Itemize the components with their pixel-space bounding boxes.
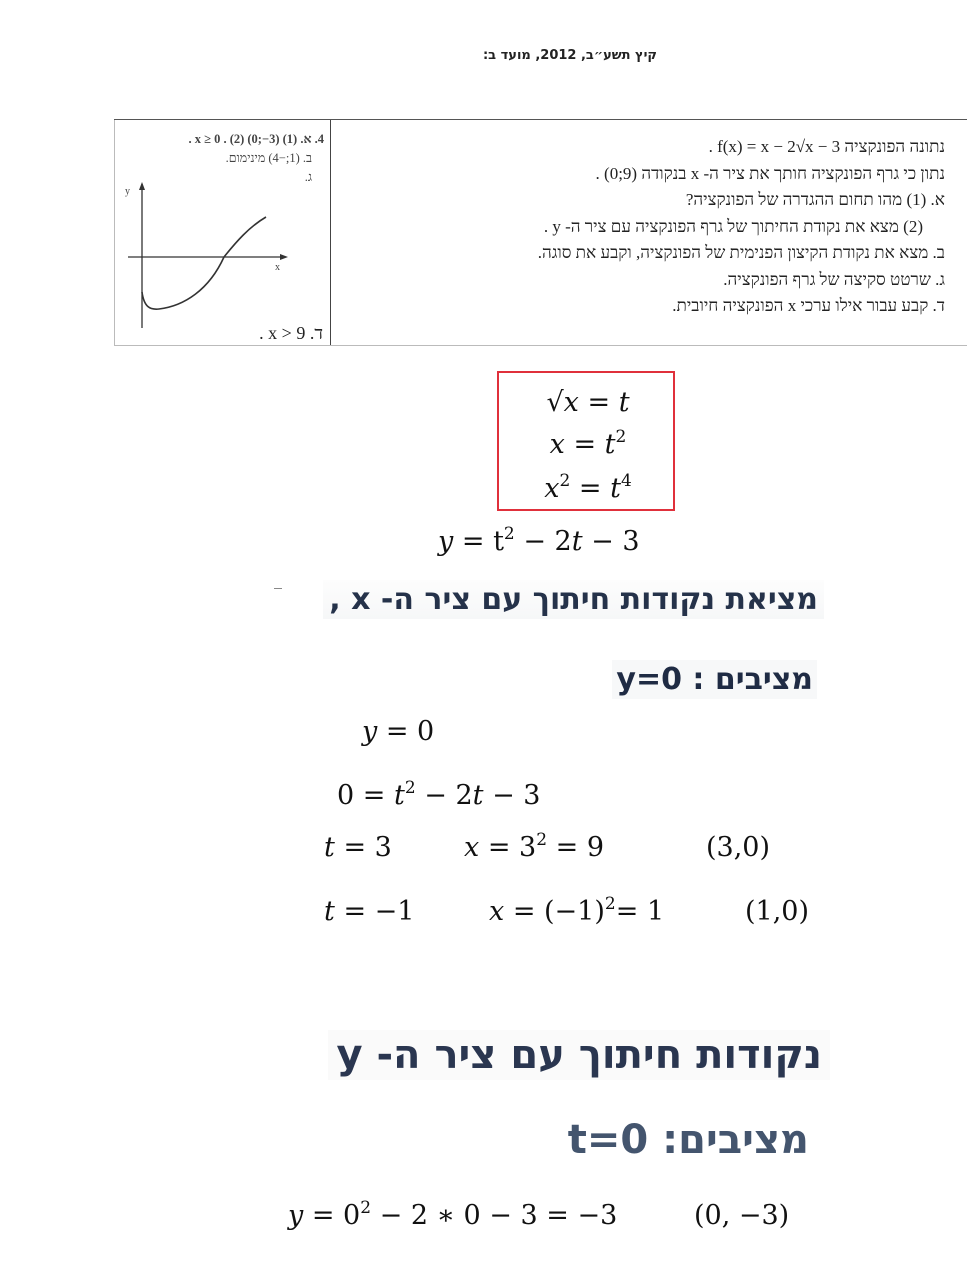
- term: = 1: [615, 896, 665, 927]
- point-0-minus-3: (0, −3): [694, 1200, 790, 1231]
- x-var: x: [544, 473, 560, 504]
- term: = −1: [334, 896, 415, 927]
- root-t-3: [324, 832, 392, 863]
- t-var: t: [472, 780, 484, 811]
- quadratic-in-t: $y = t^2 - 2t - 3$: [438, 524, 640, 557]
- term: = 0: [303, 1200, 361, 1231]
- equation-y-intercept: [288, 1200, 617, 1231]
- question-line-c: ג. שרטט סקיצה של גרף הפונקציה.: [723, 269, 945, 289]
- table-column-divider: [330, 120, 331, 345]
- answer-d: ד. x > 9 .: [259, 323, 323, 343]
- substitution-box: [497, 371, 675, 511]
- exponent: 4: [620, 471, 632, 491]
- term: − 2: [514, 526, 572, 557]
- heading-x-intercepts: מציאת נקודות חיתוך עם ציר ה- x ,: [323, 580, 824, 619]
- term: = 9: [547, 832, 604, 863]
- y-axis-arrow-icon: [139, 182, 145, 190]
- x-axis-label: x: [275, 262, 280, 273]
- x-var: x: [489, 896, 505, 927]
- term: = (−1): [504, 896, 605, 927]
- question-line-a1: א. (1) מהו תחום ההגדרה של הפונקציה?: [685, 190, 945, 209]
- t-var: t: [610, 473, 621, 504]
- exponent: 2: [604, 894, 616, 914]
- exponent: 2: [615, 427, 627, 447]
- answer-c: ג.: [304, 170, 312, 184]
- heading-y-intercept: נקודות חיתוך עם ציר ה- y: [328, 1030, 830, 1080]
- question-line-a2: (2) מצא את נקודת החיתוך של גרף הפונקציה עם ציר ה- y .: [543, 216, 923, 236]
- table-left-border: [114, 120, 115, 345]
- point-1-0: (1,0): [745, 896, 810, 927]
- substitution-line-2: $x = t^2$: [549, 427, 627, 460]
- term: 0 =: [337, 780, 394, 811]
- t-var: t: [571, 526, 583, 557]
- root-t-minus-1: [324, 896, 414, 927]
- root-x-9: [464, 832, 604, 863]
- root-x-1: [489, 896, 664, 927]
- y-var: y: [288, 1200, 304, 1231]
- term: − 2 ∗ 0 − 3 = −3: [371, 1200, 618, 1231]
- t-var: t: [393, 780, 405, 811]
- term: = 3: [479, 832, 537, 863]
- question-text: [345, 134, 945, 320]
- t-var: t: [618, 387, 630, 418]
- t-var: t: [324, 896, 335, 927]
- x-axis-arrow-icon: [280, 254, 288, 260]
- answer-b: ב. (1;−4) מינימום.: [225, 151, 312, 165]
- substitution-line-3: $x^2 = t^4$: [544, 471, 632, 504]
- term: = 3: [334, 832, 392, 863]
- substitution-line-1: √x = t: [546, 387, 630, 418]
- equation-y-equals-zero: [362, 716, 434, 747]
- term: − 3: [582, 526, 640, 557]
- t-var: t: [493, 526, 504, 557]
- substitute-t-zero: מציבים: t=0: [567, 1117, 809, 1163]
- exam-header-title: קיץ תשע״ב, 2012, מועד ב:: [482, 48, 658, 63]
- term: = 0: [377, 716, 435, 747]
- question-line-d: ד. קבע עבור אילו ערכי x הפונקציה חיובית.: [672, 296, 945, 315]
- function-sketch-graph: [124, 182, 294, 332]
- substitute-y-zero: מציבים : y=0: [612, 660, 817, 699]
- exponent: 2: [503, 524, 515, 544]
- answers-column: [118, 130, 324, 343]
- term: − 3: [483, 780, 541, 811]
- exponent: 2: [404, 778, 416, 798]
- exponent: 2: [559, 471, 571, 491]
- question-line-function: נתונה הפונקציה f(x) = x − 2√x − 3 .: [708, 137, 945, 156]
- t-var: t: [604, 429, 616, 460]
- stray-mark: [274, 588, 282, 589]
- exponent: 2: [360, 1198, 372, 1218]
- y-axis-label: y: [125, 186, 130, 197]
- sqrt-x: √x: [546, 387, 579, 418]
- question-table: [114, 119, 967, 346]
- exponent: 2: [536, 830, 548, 850]
- term: − 2: [415, 780, 473, 811]
- x-var: x: [464, 832, 480, 863]
- function-curve: [142, 217, 266, 309]
- y-var: y: [438, 526, 454, 557]
- equation-quadratic-zero: [337, 780, 540, 811]
- y-var: y: [362, 716, 378, 747]
- t-var: t: [324, 832, 335, 863]
- question-line-b: ב. מצא את נקודת הקיצון הפנימית של הפונקציה, וקבע את סוגה.: [537, 243, 945, 262]
- point-3-0: (3,0): [706, 832, 771, 863]
- answer-a: 4. א. (1) x ≥ 0 . (2) (0;−3) .: [188, 132, 324, 146]
- question-line-given-point: נתון כי גרף הפונקציה חותך את ציר ה- x בנקודה (9;0) .: [595, 163, 945, 183]
- x-var: x: [549, 429, 565, 460]
